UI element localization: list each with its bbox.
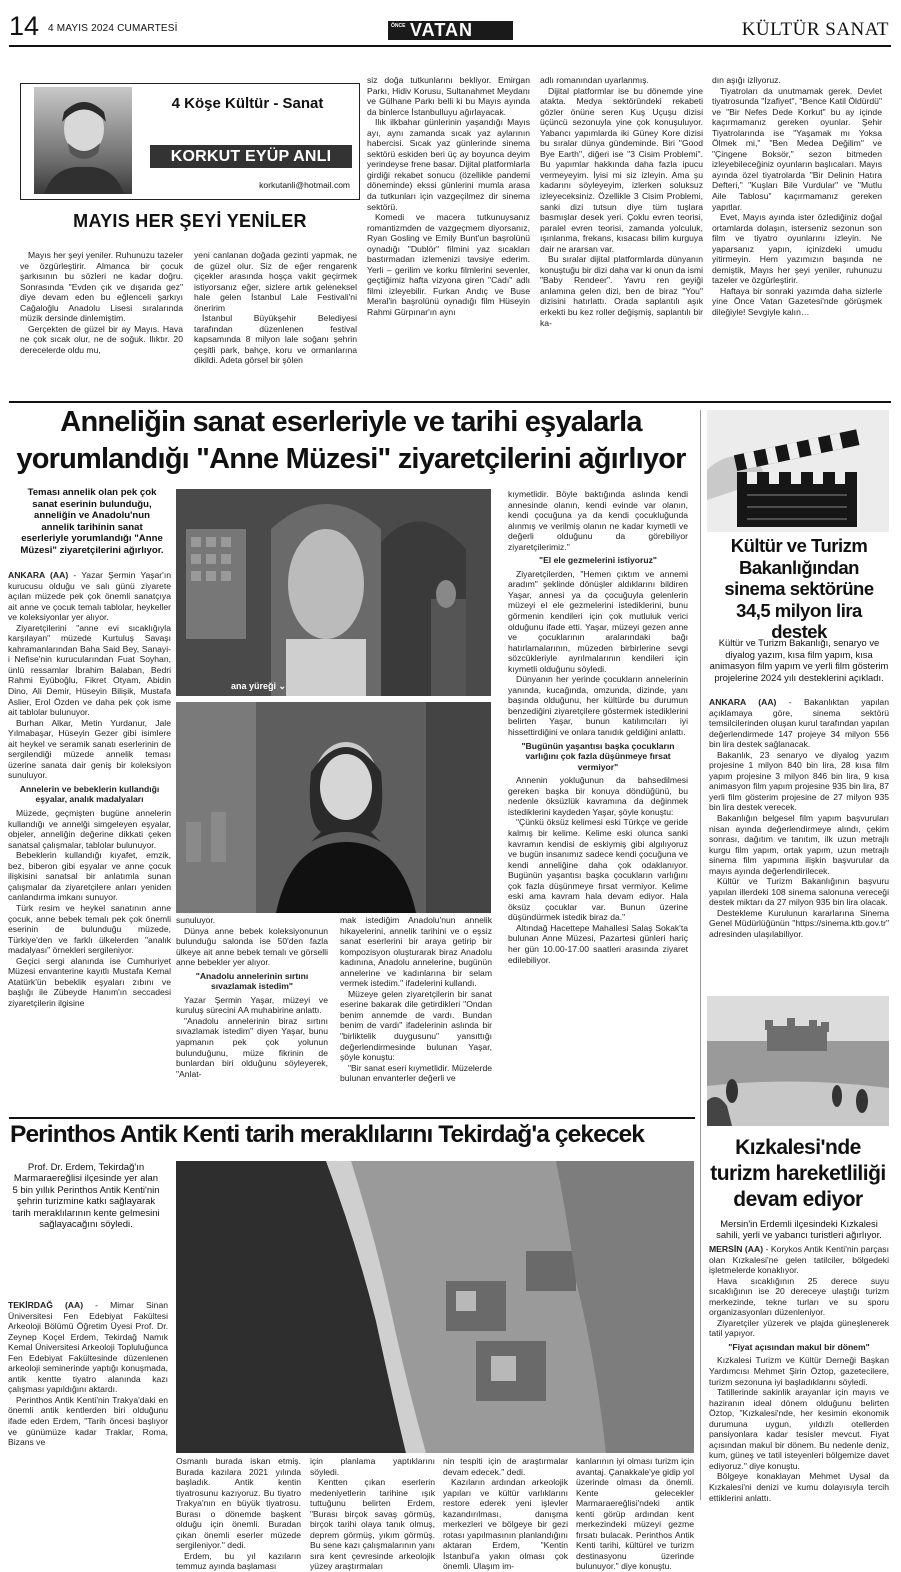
column-paragraph: Bu sıralar dijital platformlarda dünyanın konuştuğu bir dizi daha var ki onun da ismi "Baby Rendeer". Yavru ren geyiği anlamına gelen dizi, ben de biraz "You" dizisini hatırlattı. Orada saplantılı aşık erkekti bu kez roller değişmiş, saplantılı bir ka- bbox=[540, 254, 703, 328]
author-portrait-photo bbox=[176, 702, 491, 913]
column-paragraph: dın aşığı izliyoruz. bbox=[712, 75, 781, 85]
anne-paragraph: "Bir sanat eseri kıymetlidir. Müzelerde bulunan envanterler değerli ve bbox=[340, 1062, 492, 1084]
anne-spot: Teması annelik olan pek çok sanat eserinin bulunduğu, anneliğin ve Anadolu'nun annelik tarihinin sanat eserleriyle yorumlandığı "Anne Müzesi" ziyaretçilerini ağırlıyor. bbox=[20, 487, 164, 556]
aerial-excavation-photo bbox=[176, 1161, 694, 1453]
column-paragraph: Tiyatroları da unutmamak gerek. Devlet tiyatrosunda "İzafiyet", "Bence Katil Öldürdü" ve "Bir Nefes Dede Korkut" bu ay içinde kaçırmamanız gereken oyunlar. Şehir Tiyatrolarında ise "Yaşamak mı Yoksa Ölmek mi," "Ben Medea Değilim" ve "Çingene Boksör," sezon bitmeden izleyebileceğiniz oyunların başlıcaları. Mayıs ayında özel tiyatrolarda "Bir Delinin Hatıra Defteri," "Kuşları Bile Vurdular" ve "Mutlu Aile Tablosu" kaçırmamanız gereken yapıtlar. bbox=[712, 85, 882, 212]
chevron-down-icon: ⌄ bbox=[278, 681, 287, 691]
anne-paragraph: "Çünkü öksüz kelimesi eski Türkçe ve geride kalmış bir kelime. Kelime eski olunca sanki kavramın kendisi de eskiymiş gibi algılıyoruz ve bugün insanımız sadece kendi çocuğuna ve kendi anneliğine daha çok odaklanıyor. Bugünün yaşantısı başka çocukların varlığını çok fazla düşünmeye fırsat vermiyor. Kelime eski ama kavram hala devam ediyor. Hala öksüz çocuklar var. Bunun üzerine düşündürmek istedik biraz da." bbox=[508, 817, 688, 923]
anne-paragraph: "Anadolu annelerinin biraz sırtını sıvazlamak istedim" diyen Yaşar, bunu yapmanın pek çok yolunun bulunduğunu, müze fikrinin de bunlardan biri olduğunu söyleyerek, "Anlat- bbox=[176, 1015, 328, 1079]
perinthos-paragraph: Kentten çıkan eserlerin medeniyetlerin tarihine ışık tuttuğunu belirten Erdem, "Burası birçok savaş görmüş, birçok tarihi olaya tanık olmuş, deprem görmüş, yıkım görmüş. Bu sene kazı çalışmalarının yanı sıra kent çevresinde arkeolojik yüzey araştırmaları bbox=[310, 1477, 435, 1572]
kizkalesi-photo bbox=[707, 996, 889, 1126]
anne-paragraph: Türk resim ve heykel sanatının anne çocuk, anne bebek temalı pek çok önemli eserinin de bulunduğu müzede, Türkiye'den ve farklı ülkelerden "analık madalyası" örnekleri sergileniyor. bbox=[8, 902, 171, 956]
perinthos-paragraph: nin tespiti için de araştırmalar devam edecek." dedi. bbox=[443, 1456, 568, 1477]
column-paragraph: siz doğa tutkunlarını bekliyor. Emirgan Parkı, Hidiv Korusu, Sultanahmet Meydanı ve Gülhane Parkı belli ki bu Mayıs ayında da binlerce İstanbulluyu ağırlayacak. bbox=[367, 75, 530, 117]
clapperboard-photo bbox=[707, 410, 889, 532]
column-paragraph: Ilık ilkbahar günlerinin yaşandığı Mayıs ayı, aynı zamanda sıcak yaz aylarının habercisi. Sıcak yaz günlerinde sinema sektörü eskiden beri üç ay boyunca deyim yerindeyse frene basar. Dijital platformlarla girdiği rekabet sonucu (özellikle pandemi döneminde) ekssi günlerini mumla arasa da tutkunları için vazgeçilmez dir sinema sektörü. bbox=[367, 117, 530, 212]
page-header bbox=[0, 0, 901, 50]
column-headline: MAYIS HER ŞEYİ YENİLER bbox=[73, 211, 307, 231]
anne-paragraph: Dünyanın her yerinde çocukların annelerinin yanında, kucağında, omzunda, dizinde, yanı başında olduğunu, her kültürde bu durumun benzediğini ziyaretçilere göstermek istediklerini belirten Yaşar, bunun katılımcıları iyi hissettirdiğini ve onlara tanıdık geldiğini anlattı. bbox=[508, 674, 688, 738]
column-paragraph: adlı romanından uyarlanmış. bbox=[540, 75, 649, 85]
anne-subhead: Annelerin ve bebeklerin kullandığı eşyalar, analık madalyaları bbox=[19, 783, 160, 805]
kizkalesi-paragraph: Hava sıcaklığının 25 derece suyu sıcaklığının ise 20 dereceye ulaştığı turizm merkezinde, tekne turları ve su sporu organizasyonları düzenleniyor. bbox=[709, 1275, 889, 1318]
logo-text: VATAN bbox=[410, 20, 473, 40]
kizkalesi-paragraph: MERSİN (AA) - Korykos Antik Kenti'nin parçası olan Kızkalesi'ne gelen tatilciler, bölgedeki işletmelerde konaklıyor. bbox=[709, 1244, 889, 1276]
sinema-text bbox=[709, 697, 889, 940]
section-title: KÜLTÜR SANAT bbox=[741, 19, 889, 40]
right-column-divider bbox=[700, 410, 701, 1500]
column-paragraph: Mayıs her şeyi yeniler. Ruhunuzu tazeler ve özgürleştirir. Almanca bir çocuk şarkısının bu sözleri ne kadar doğru. Sonrasında "Evden çık ve dışarıda gez" diye devam eden bu eğlenceli şarkıyı Cağaloğlu Anadolu Lisesi sıralarında müzik dersinde dinlemiştim. bbox=[20, 250, 183, 324]
issue-date: 4 MAYIS 2024 CUMARTESİ bbox=[48, 23, 178, 34]
anne-paragraph: Annenin yokluğunun da bahsedilmesi gereken başka bir konuya döndüğünü, bu nedenle öksüzlük kavramına da değinmek istediklerini kaydeden Yaşar, şöyle konuştu: bbox=[508, 775, 688, 817]
column-text-col2 bbox=[194, 250, 357, 366]
column-text-col1 bbox=[20, 250, 183, 355]
author-name-banner bbox=[150, 145, 352, 168]
anne-paragraph: Müzede, geçmişten bugüne annelerin kullandığı ve annelği simgeleyen eşyalar, objeler, anneliğin değerine dikkati çeken sanatsal çalışmalar, tablolar bulunuyor. bbox=[8, 808, 171, 850]
column-paragraph: Evet, Mayıs ayında ister özlediğiniz doğal ortamlarda dolaşın, isterseniz sezonun son film ve tiyatro oyunlarını izleyin. Ne yaparsanız yapın, içinizdeki umudu yitirmeyin. Hem yazımızın başında ne demiştik, Mayıs her şeyi yeniler, ruhunuzu tazeler ve özgürleştirir. bbox=[712, 212, 882, 286]
column-text-col3 bbox=[367, 75, 530, 318]
kizkalesi-paragraph: Tatillerinde sakinlik arayanlar için mayıs ve haziranın ideal dönem olduğunu belirten Öztop, "Kızkalesi'nde, her kesimin ekonomik durumuna uygun, yıldızlı otellerden pansiyonlara kadar tesisler mevcut. Fiyat açısından makul bir dönem. Bu nedenle deniz, kum, güneş ve tatil isteyenleri bölgemize davet ediyoruz." diye konuştu. bbox=[709, 1387, 889, 1471]
column-paragraph: Haftaya bir sonraki yazımda daha sizlerle yine Önce Vatan Gazetesi'nde görüşmek dileğiyle! Sevgiyle kalın… bbox=[712, 285, 882, 318]
author-name: KORKUT EYÜP ANLI bbox=[170, 148, 332, 165]
perinthos-text-col1 bbox=[8, 1300, 168, 1448]
perinthos-paragraph: Erdem, bu yıl kazıların temmuz ayında başlaması bbox=[176, 1550, 301, 1572]
kizkalesi-paragraph: Ziyaretçiler yüzerek ve plajda güneşlenerek tatil yapıyor. bbox=[709, 1317, 889, 1339]
anne-paragraph: Burhan Alkar, Metin Yurdanur, Jale Yılmabaşar, Hüseyin Gezer gibi isimlere ait heykel ve seramik sanatı eserlerinin de sergilendiği müzede annelik teması üzerine sanata dair geniş bir koleksiyon sunuluyor. bbox=[8, 717, 171, 781]
sinema-paragraph: Kültür ve Turizm Bakanlığının başvuru yapılan illerdeki 108 sinema salonuna vereceği destek miktarı da 27 milyon 935 bin lira olacak. bbox=[709, 876, 889, 908]
column-paragraph: Komedi ve macera tutkunuysanız romantizmden de vazgeçmem diyorsanız, Ryan Gosling ve Emily Bunt'un başrolünü oynadığı "Dublör" filmini yaz sıcakları bastırmadan izlemenizi tavsiye ederim. Yerli – gerilim ve korku filmlerini sevenler, geçtiğimiz hafta vizyona giren "Cadı" adlı filmi izleyebilir. Furkan Andıç ve Buse Meral'in başrolünü oynadığı film Hüseyin Rahmi Gürpınar'ın aynı bbox=[367, 212, 530, 318]
perinthos-paragraph: Osmanlı burada iskan etmiş. Burada kazılara 2021 yılında başladık. Antik kentin tiyatrosunu kazıyoruz. Bu tiyatro Trakya'nın en büyük tiyatrosu. Burası o dönemde başkent olduğu için önemli. Buradan çıkan önemli eserler müzede sergileniyor." dedi. bbox=[176, 1456, 301, 1551]
sinema-paragraph: Bakanlık, 23 senaryo ve diyalog yazım projesine 1 milyon 840 bin lira, 28 kısa film yapım projesine 3 milyon 846 bin lira, 9 kısa animasyon film yapım projesine 935 bin lira, 87 yerli film gösterim projesine de 27 milyon 935 bin lira destek verecek. bbox=[709, 749, 889, 813]
anne-headline-line1: Anneliğin sanat eserleriyle ve tarihi eşyalarla bbox=[60, 406, 642, 438]
header-rule bbox=[9, 45, 891, 47]
anne-paragraph: Altındağ Hacettepe Mahallesi Salaş Sokak'ta bulunan Anne Müzesi, Pazartesi günleri hariç her gün 10.00-17.00 saatleri arasında ziyaret edilebiliyor. bbox=[508, 922, 688, 965]
perinthos-headline: Perinthos Antik Kenti tarih meraklılarını Tekirdağ'a çekecek bbox=[10, 1121, 644, 1148]
sinema-paragraph: ANKARA (AA) - Bakanlıktan yapılan açıklamaya göre, sinema sektörü temsilcilerinden oluşan kurul tarafından yapılan değerlendirmede 147 projeye 34 milyon 556 bin lira destek sağlanacak. bbox=[709, 697, 889, 750]
author-email: korkutanli@hotmail.com bbox=[259, 180, 350, 190]
perinthos-paragraph: kanlarının iyi olması turizm için avantaj. Çanakkale'ye gidip yol üzerinde olması da önemli. Kente gelecekler Marmaraereğlisi'ndeki antik kenti görüp ardından kent merkezindeki müzeyi gezme fırsatı bulacak. Perinthos Antik Kenti tarihi, kültürel ve turizm destinasyonu üzerinde bulunuyor." diye konuştu. bbox=[576, 1456, 694, 1572]
newspaper-logo bbox=[388, 21, 513, 40]
anne-paragraph: mak istediğim Anadolu'nun annelik hikayelerini, annelik tarihini ve o eşsiz sanat eserlerini bir araya getirip bir kompozisyon oluşturarak biraz Anadolu kadınına, Anadolu annelerine, bugünün annelerine ve kadınlarına bir selam vermek istedim." ifadelerini kullandı. bbox=[340, 915, 492, 989]
anne-paragraph: ANKARA (AA) - Yazar Şermin Yaşar'ın kurucusu olduğu ve salı günü ziyarete açılan müzede pek çok önemli sanatçıya ait anne ve çocuk temalı tablolar, heykeller ve koleksiyonlar yer alıyor. bbox=[8, 570, 171, 623]
column-text-col4 bbox=[540, 75, 703, 328]
column-paragraph: yeni canlanan doğada gezinti yapmak, ne de güzel olur. Siz de eğer rengarenk çiçekler arasında hoşça vakit geçirmek istiyorsanız eğer, sizlere artık geleneksel hale gelen İstanbul Lale Festivali'ni öneririm bbox=[194, 250, 357, 313]
kizkalesi-text bbox=[709, 1244, 889, 1503]
anne-headline-line2: yorumlandığı "Anne Müzesi" ziyaretçilerini ağırlıyor bbox=[16, 443, 686, 475]
column-text-col5 bbox=[712, 75, 882, 318]
anne-text-col1 bbox=[8, 570, 171, 1008]
perinthos-text-col2 bbox=[176, 1456, 301, 1572]
sinema-headline: Kültür ve Turizm Bakanlığından sinema sektörüne 34,5 milyon lira destek bbox=[724, 535, 874, 642]
anne-subhead: "Bugünün yaşantısı başka çocukların varlığını çok fazla düşünmeye fırsat vermiyor" bbox=[521, 740, 675, 772]
anne-paragraph: Ziyaretçilerini "anne evi sıcaklığıyla karşılayan" müzede Kurtuluş Savaşı kahramanlarından Baha Said Bey, Sanayi-i Nefise'nin kurucularından Fuat Soyhan, ünlü ressamlar İbrahim Balaban, Bedri Rahmi Eyüboğlu, Fikret Otyam, Abidin Dino, Ali Demir, Hüseyin Bilişik, Mustafa Aslier, Erol Özden ve daha pek çok isme ait tablolar bulunuyor. bbox=[8, 622, 171, 718]
kizkalesi-headline: Kızkalesi'nde turizm hareketliliği devam ediyor bbox=[710, 1136, 886, 1211]
kizkalesi-paragraph: Bölgeye konaklayan Mehmet Uysal da Kızkalesi'ni denizi ve kumu dolayısıyla tercih ettiklerini anlattı. bbox=[709, 1471, 889, 1503]
perinthos-text-col5 bbox=[576, 1456, 694, 1572]
anne-text-col2 bbox=[176, 915, 328, 1079]
perinthos-text-col3 bbox=[310, 1456, 435, 1572]
page-number: 14 bbox=[9, 11, 40, 41]
anne-text-col3 bbox=[340, 915, 492, 1084]
perinthos-paragraph: için planlama yaptıklarını söyledi. bbox=[310, 1456, 435, 1477]
author-photo bbox=[34, 87, 132, 194]
anne-paragraph: Bebeklerin kullandığı kıyafet, emzik, bez, biberon gibi eşyalar ve anne çocuk ilişkisini sanatsal bir anlatımla sunan çalışmalar da ziyaretçilere anları yeniden canlandırma imkanı sunuyor. bbox=[8, 850, 171, 903]
perinthos-text-col4 bbox=[443, 1456, 568, 1572]
perinthos-paragraph: Perinthos Antik Kenti'nin Trakya'daki en önemli antik kentlerden biri olduğunu ifade eden Erdem, "Tarih öncesi başlıyor ve günümüze kadar Traklar, Roma, Bizans ve bbox=[8, 1394, 168, 1448]
kizkalesi-subhead: "Fiyat açısından makul bir dönem" bbox=[728, 1341, 870, 1352]
sinema-spot: Kültür ve Turizm Bakanlığı, senaryo ve diyalog yazım, kısa film yapım, kısa animasyon film yapım ve yerli film gösterim projelerine 2024 yılı desteklerini açıkladı. bbox=[709, 637, 889, 683]
sinema-paragraph: Destekleme Kurulunun kararlarına Sinema Genel Müdürlüğünün "https://sinema.ktb.gov.tr" adresinden ulaşılabiliyor. bbox=[709, 907, 889, 940]
column-paragraph: İstanbul Büyükşehir Belediyesi tarafından düzenlenen festival kapsamında 8 milyon lale soğanı şehrin çeşitli park, bahçe, koru ve ormanlarına dikildi. Adeta görsel bir şölen bbox=[194, 313, 357, 366]
kizkalesi-spot: Mersin'in Erdemli ilçesindeki Kızkalesi sahili, yerli ve yabancı turistleri ağırlıyor. bbox=[716, 1218, 882, 1241]
anne-paragraph: Ziyaretçilerden, "Hemen çıktım ve annemi aradım" şeklinde dönüşler aldıklarını bildiren Yaşar, annesi ya da çocuğuyla gelenlerin müzeyi el ele gezmelerini istediklerini, bunu görmenin kendileri için çok mutluluk verici olduğunu ifade etti. Yaşar, müzeyi gezen anne ve çocuklarının aralarındaki bağı hatırlamalarının, müzeden birbirlerine sevgi sözcükleriyle ayrılmalarının kendileri için kıymetli olduğunu söyledi. bbox=[508, 568, 688, 674]
perinthos-spot: Prof. Dr. Erdem, Tekirdağ'ın Marmaraereğlisi ilçesinde yer alan 5 bin yıllık Perinthos Antik Kenti'nin şehrin turizmine katkı sağlayarak tarih meraklılarının kente gelmesini sağlayacağını söyledi. bbox=[12, 1162, 160, 1231]
column-box-title: 4 Köşe Kültür - Sanat bbox=[171, 95, 324, 112]
column-paragraph: Gerçekten de güzel bir ay Mayıs. Hava ne çok sıcak olur, ne de soğuk. Ilıktır. 20 derecelerde oldu mu, bbox=[20, 323, 183, 355]
logo-small-text: ÖNCE bbox=[391, 23, 406, 29]
photo-caption bbox=[231, 681, 286, 692]
anne-paragraph: Yazar Şermin Yaşar, müzeyi ve kuruluş sürecini AA muhabirine anlattı. bbox=[176, 994, 328, 1016]
anne-paragraph: kıymetlidir. Böyle baktığında aslında kendi annesinde olanın, kendi evinde var olanın, kendi çocuğuna ya da kendi çocukluğunda alınmış ve verilmiş olanın ne kadar kıymetli ve değerli olduğunu da görebiliyor ziyaretçilerimiz." bbox=[508, 489, 688, 552]
column-paragraph: Dijital platformlar ise bu dönemde yine atakta. Medya sektöründeki rekabeti gözler önüne seren Kuş Uçuşu dizisi üçüncü sezonuyla yine çok konuşuluyor. Yabancı yapımlarda iki Güney Kore dizisi bu sıralar dünya gündeminde. Biri "Good Bye Earth", diğeri ise "3 Cisim Problemi". Bu yapımlar hakkında daha fazla ipucu vermeyeyim. İyisi mi siz izleyin. Ama şu kadarını söyleyeyim, izlerken soluksuz izleyeceksiniz. Özellikle 3 Cisim Problemi, sanki dizi tutsun diye tüm tuşlara basmışlar desek yeri. Çoklu evren teorisi, paralel evren teorisi, zamanda yolculuk, ışınlanma, frekans, kısacası bilim kurguya dair ne ararsan var. bbox=[540, 85, 703, 254]
anne-paragraph: sunuluyor. bbox=[176, 915, 216, 925]
anne-paragraph: Geçici sergi alanında ise Cumhuriyet Müzesi envanterine kayıtlı Mustafa Kemal Atatürk'ün bebeklik eşyaları zıbını ve başlığı ile Zübeyde Hanım'ın seccadesi ziyaretçilerin ilgisine bbox=[8, 955, 171, 1008]
perinthos-paragraph: Kazıların ardından arkeolojik yapıları ve kültür varlıklarını restore ederek yeni işlevler kazandırılması, danışma merkezleri ve bölgeye bir gezi rotası yapılmasının planlandığını aktaran Erdem, "Kentin İstanbul'a yakın olması çok önemli. Ulaşım im- bbox=[443, 1477, 568, 1572]
anne-paragraph: Müzeye gelen ziyaretçilerin bir sanat eserine bakarak dile getirdikleri "Ondan benim annemde de vardı. Bundan benim de vardı" ifadelerinin aslında bir "birliktelik duygusunu" yansıttığı değerlendirmesinde bulunan Yaşar, şöyle konuştu: bbox=[340, 988, 492, 1063]
anne-text-col4 bbox=[508, 489, 688, 965]
anne-subhead: "El ele gezmelerini istiyoruz" bbox=[539, 555, 657, 566]
perinthos-paragraph: TEKİRDAĞ (AA) - Mimar Sinan Üniversitesi Fen Edebiyat Fakültesi Arkeoloji Bölümü Öğretim Üyesi Prof. Dr. Zeynep Koçel Erdem, Tekirdağ Namık Kemal Üniversitesi Arkeoloji Topluluğunca Fen Edebiyat Fakültesinde düzenlenen arkeoloji seminerinde yaptığı konuşmada, antik kentte tiyatro alanında kazı çalışması yapıldığını aktardı. bbox=[8, 1300, 169, 1395]
anne-paragraph: Dünya anne bebek koleksiyonunun bulunduğu salonda ise 50'den fazla ülkeye ait anne bebek temalı ve görselli anne bebekler yer alıyor. bbox=[176, 925, 328, 968]
column-bottom-rule bbox=[9, 401, 891, 403]
museum-photo bbox=[176, 489, 491, 696]
kizkalesi-paragraph: Kızkalesi Turizm ve Kültür Derneği Başkan Yardımcısı Mehmet Şirin Öztop, gazetecilere, turizm sezonuna iyi başladıklarını söyledi. bbox=[709, 1355, 889, 1387]
photo-caption-text: ana yüreği bbox=[231, 681, 277, 691]
anne-subhead: "Anadolu annelerinin sırtını sıvazlamak istedim" bbox=[195, 970, 309, 992]
sinema-paragraph: Bakanlığın belgesel film yapım başvuruları nisan ayında değerlendirmeye alındı, çekim sonrası, dağıtım ve tanıtım, ilk uzun metrajlı kurgu film yapım, ortak yapım, uzun metrajlı sinema film yapımına ilişkin başvurular da mayıs ayında değerlendirilecek. bbox=[709, 813, 889, 876]
